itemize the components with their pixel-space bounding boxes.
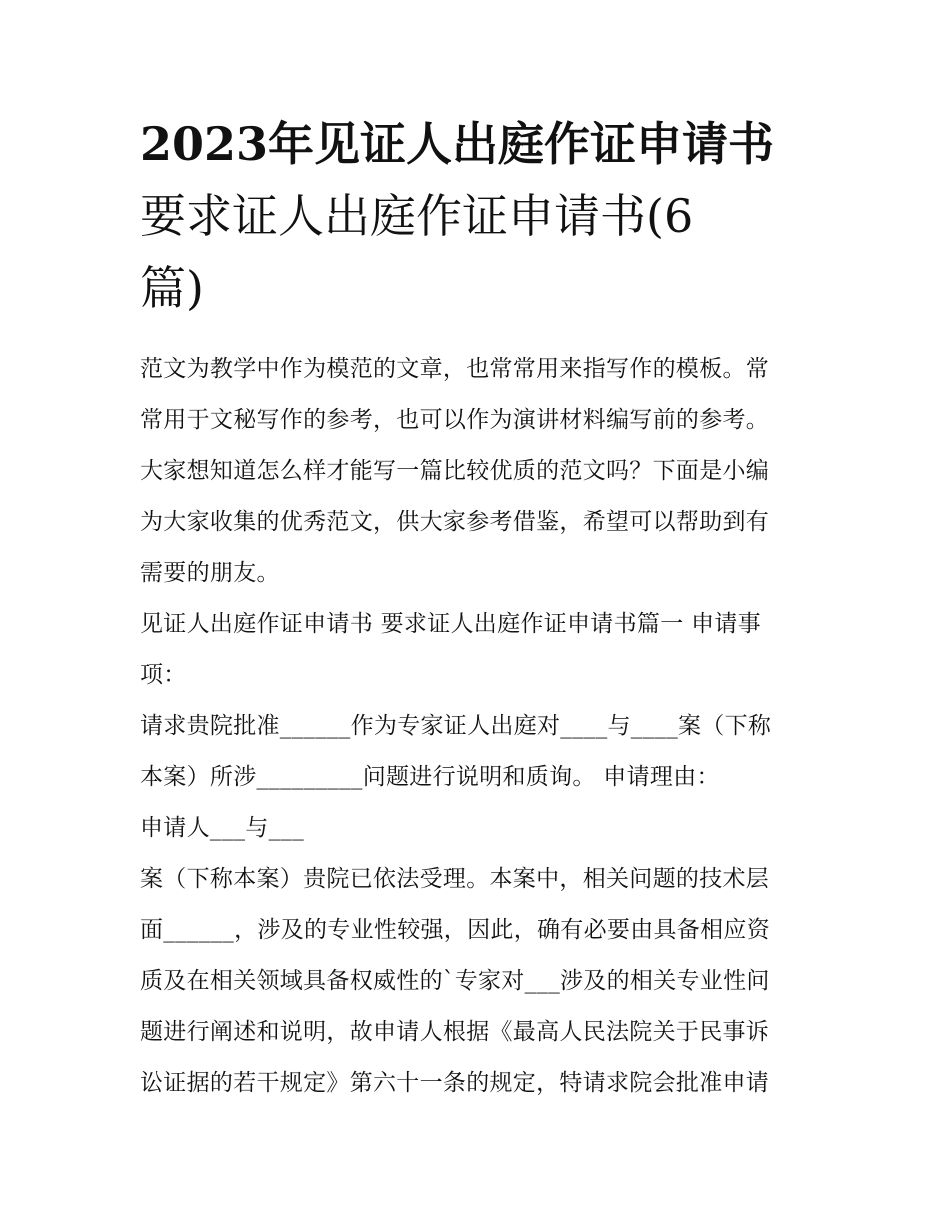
- body-line-4: 为大家收集的优秀范文，供大家参考借鉴，希望可以帮助到有: [140, 509, 770, 535]
- document-title: [140, 108, 820, 324]
- body-line-3: 大家想知道怎么样才能写一篇比较优质的范文吗？下面是小编: [140, 458, 770, 484]
- document-page: [140, 108, 820, 1109]
- body-line-6: 见证人出庭作证申请书 要求证人出庭作证申请书篇一 申请事: [140, 611, 762, 637]
- body-line-12: 面______，涉及的专业性较强，因此，确有必要由具备相应资: [140, 917, 770, 943]
- body-line-1: 范文为教学中作为模范的文章，也常常用来指写作的模板。常: [140, 356, 770, 382]
- body-line-7: 项：: [140, 662, 187, 688]
- body-line-2: 常用于文秘写作的参考，也可以作为演讲材料编写前的参考。: [140, 407, 770, 433]
- body-line-11: 案（下称本案）贵院已依法受理。本案中，相关问题的技术层: [140, 866, 770, 892]
- title-line-1: 2023年见证人出庭作证申请书: [140, 117, 775, 171]
- body-line-15: 讼证据的若干规定》第六十一条的规定，特请求院会批准申请: [140, 1070, 770, 1096]
- body-line-5: 需要的朋友。: [140, 560, 280, 586]
- body-line-14: 题进行阐述和说明，故申请人根据《最高人民法院关于民事诉: [140, 1019, 770, 1045]
- title-line-3: 篇): [140, 261, 204, 315]
- document-body: [140, 344, 820, 1109]
- body-line-13: 质及在相关领域具备权威性的`专家对___涉及的相关专业性问: [140, 968, 770, 994]
- title-line-2: 要求证人出庭作证申请书(6: [140, 189, 694, 243]
- body-line-8: 请求贵院批准______作为专家证人出庭对____与____案（下称: [140, 713, 772, 739]
- body-line-10: 申请人___与___: [140, 815, 304, 841]
- body-line-9: 本案）所涉_________问题进行说明和质询。 申请理由：: [140, 764, 720, 790]
